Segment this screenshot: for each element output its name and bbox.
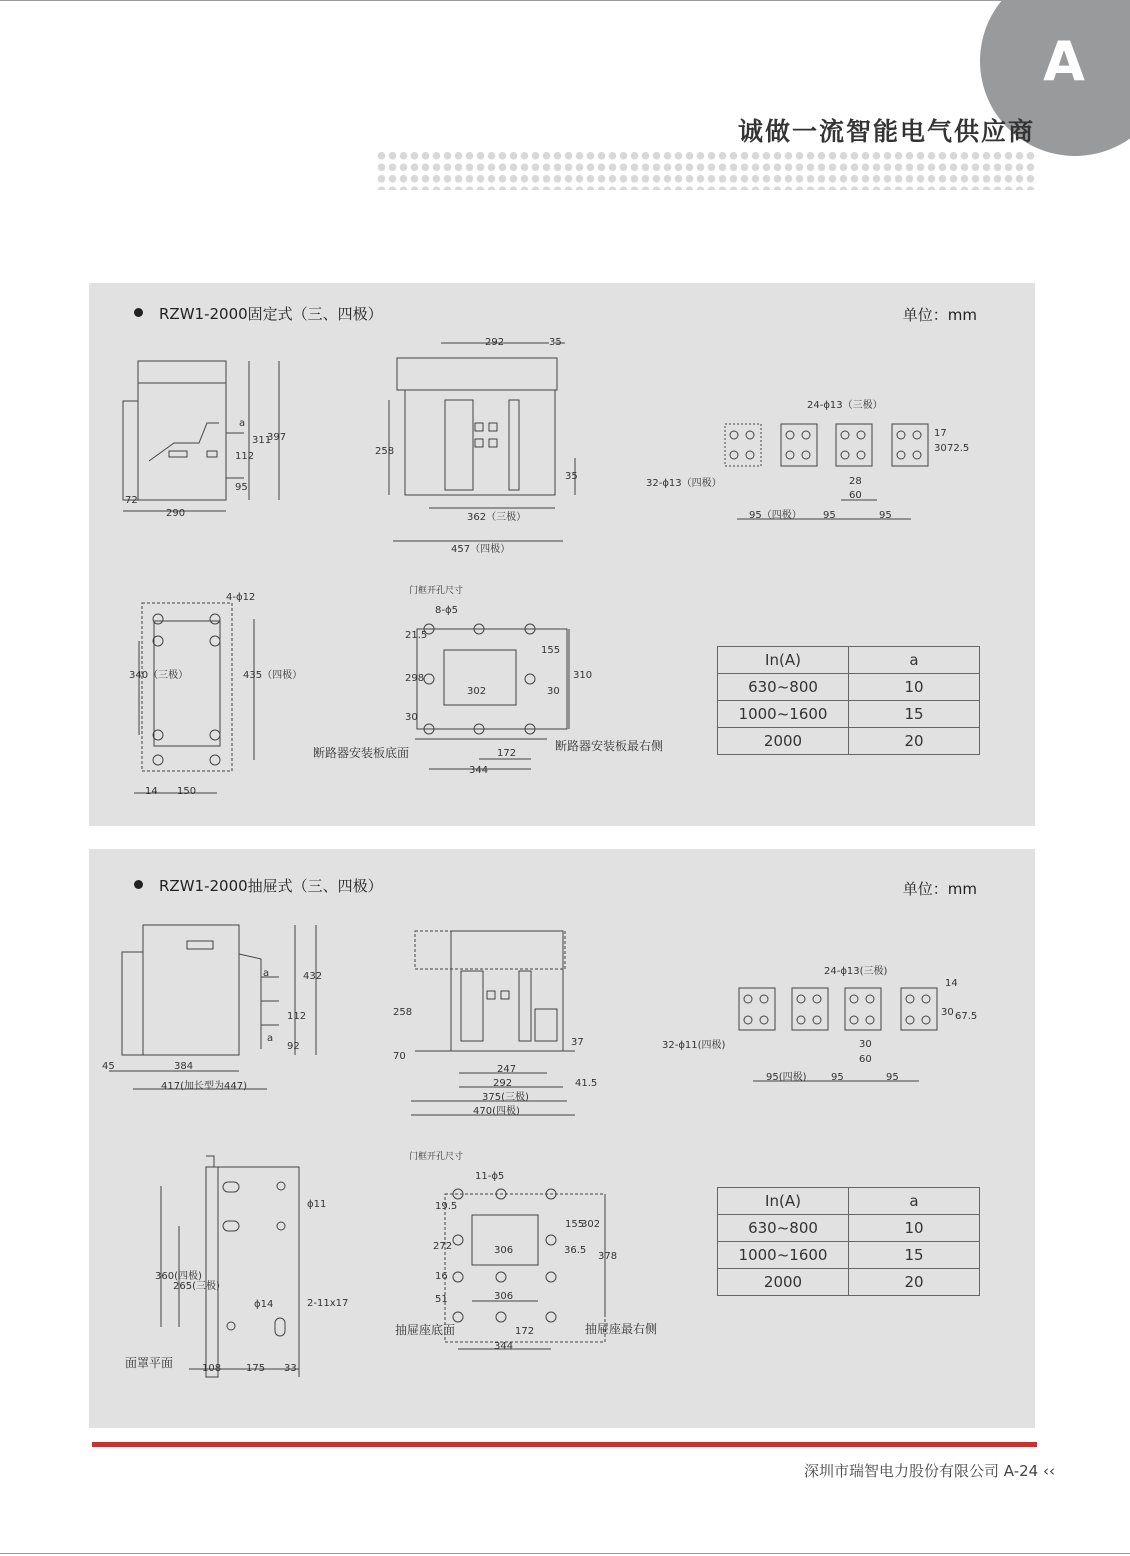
- dim-95a: 95: [823, 510, 836, 521]
- dim-16: 16: [435, 1271, 448, 1282]
- dim-36-5: 36.5: [564, 1245, 587, 1256]
- dim-a: a: [239, 418, 246, 429]
- dim-35b: 35: [565, 471, 578, 482]
- dim-30: 30: [934, 443, 947, 454]
- door-holes: 11-ϕ5: [475, 1171, 505, 1182]
- dim-95: 95: [235, 482, 248, 493]
- dim-14: 14: [945, 978, 958, 989]
- table-header-cell: In(A): [718, 1188, 849, 1215]
- dim-41-5: 41.5: [575, 1078, 598, 1089]
- dim-375: 375(三极): [482, 1092, 529, 1103]
- dim-265: 265(三极): [173, 1281, 220, 1292]
- dim-470: 470(四极): [473, 1106, 520, 1117]
- dim-340: 340（三极）: [129, 670, 189, 681]
- door-cutout-drawing: [445, 1189, 605, 1349]
- table-header-cell: a: [849, 647, 980, 674]
- dim-378: 378: [598, 1251, 618, 1262]
- footer-red-bar: [92, 1442, 1037, 1447]
- dim-30b: 30: [859, 1039, 872, 1050]
- page-number: A-24 ‹‹: [1003, 1462, 1055, 1480]
- dim-a1: a: [263, 968, 270, 979]
- panel-fixed-type: [89, 283, 1035, 826]
- dim-60: 60: [859, 1054, 872, 1065]
- mount-holes: 4-ϕ12: [226, 592, 256, 603]
- panel-drawout-type: [89, 849, 1035, 1428]
- dim-92: 92: [287, 1041, 300, 1052]
- dim-19-5: 19.5: [435, 1201, 458, 1212]
- dim-155: 155: [541, 645, 561, 656]
- company-name: 深圳市瑞智电力股份有限公司: [804, 1462, 1000, 1480]
- label-plate-bottom: 断路器安装板底面: [313, 746, 410, 760]
- current-table: [717, 646, 980, 755]
- side-view-drawing: [109, 925, 316, 1089]
- panel-title-text: RZW1-2000抽屉式（三、四极）: [159, 877, 383, 895]
- current-table: [717, 1187, 980, 1296]
- dim-298: 298: [405, 673, 425, 684]
- label-drawer-bottom: 抽屉座底面: [395, 1323, 456, 1337]
- dim-phi14: ϕ14: [254, 1299, 274, 1310]
- dim-112: 112: [235, 451, 255, 462]
- dim-72-5: 72.5: [947, 443, 970, 454]
- door-cutout-title: 门框开孔尺寸: [409, 586, 464, 596]
- dim-14: 14: [145, 786, 158, 797]
- table-cell: 10: [849, 674, 980, 701]
- drawout-drawings: [89, 849, 1035, 1428]
- table-cell: 15: [849, 1242, 980, 1269]
- label-plate-right: 断路器安装板最右侧: [555, 739, 664, 753]
- dim-70: 70: [393, 1051, 406, 1062]
- table-cell: 630~800: [718, 674, 849, 701]
- dim-a2: a: [267, 1033, 274, 1044]
- dim-417: 417(加长型为447): [161, 1081, 247, 1092]
- dim-247: 247: [497, 1064, 517, 1075]
- table-row: [718, 701, 980, 728]
- table-cell: 20: [849, 1269, 980, 1296]
- label-drawer-right: 抽屉座最右侧: [585, 1322, 658, 1336]
- footer: [690, 1460, 1055, 1481]
- table-cell: 1000~1600: [718, 1242, 849, 1269]
- dim-172: 172: [515, 1326, 535, 1337]
- dim-21-5: 21.5: [405, 630, 428, 641]
- table-header-cell: In(A): [718, 647, 849, 674]
- dim-172: 172: [497, 748, 517, 759]
- table-cell: 1000~1600: [718, 701, 849, 728]
- dim-95-4p: 95(四极): [766, 1072, 807, 1083]
- unit-label: 单位：mm: [902, 880, 977, 898]
- top-rule: [0, 0, 1130, 1]
- mount-holes-drawing: [134, 603, 254, 793]
- dim-155: 155: [565, 1219, 585, 1230]
- dim-457: 457（四极）: [451, 544, 511, 555]
- section-letter: A: [1043, 30, 1085, 93]
- table-row: [718, 1215, 980, 1242]
- slots: 2-11x17: [307, 1298, 349, 1309]
- dim-30a: 30: [547, 686, 560, 697]
- dim-95b: 95: [879, 510, 892, 521]
- dim-51: 51: [435, 1294, 448, 1305]
- table-header-row: [718, 1188, 980, 1215]
- dim-258: 258: [375, 446, 395, 457]
- dim-30b: 30: [405, 712, 418, 723]
- table-row: [718, 1269, 980, 1296]
- dim-397: 397: [267, 432, 287, 443]
- door-holes: 8-ϕ5: [435, 605, 458, 616]
- dim-360: 360(四极): [155, 1271, 202, 1282]
- dim-112: 112: [287, 1011, 307, 1022]
- dim-384: 384: [174, 1061, 194, 1072]
- table-cell: 20: [849, 728, 980, 755]
- bottom-rule: [0, 1553, 1130, 1554]
- dim-432: 432: [303, 971, 323, 982]
- dim-30: 30: [941, 1007, 954, 1018]
- dim-302: 302: [581, 1219, 601, 1230]
- dim-344: 344: [494, 1341, 514, 1352]
- holes-32: 32-ϕ13（四极）: [646, 478, 722, 489]
- dim-311: 311: [252, 435, 272, 446]
- table-cell: 630~800: [718, 1215, 849, 1242]
- dim-108: 108: [202, 1363, 222, 1374]
- table-row: [718, 1242, 980, 1269]
- dim-37: 37: [571, 1037, 584, 1048]
- table-row: [718, 728, 980, 755]
- dim-95b: 95: [886, 1072, 899, 1083]
- unit-label: 单位：mm: [902, 306, 977, 324]
- dim-362: 362（三极）: [467, 512, 527, 523]
- dim-306b: 306: [494, 1291, 514, 1302]
- holes-24: 24-ϕ13(三极): [824, 966, 888, 977]
- dim-435: 435（四极）: [243, 670, 303, 681]
- table-cell: 2000: [718, 1269, 849, 1296]
- dim-45: 45: [102, 1061, 115, 1072]
- table-cell: 2000: [718, 728, 849, 755]
- dim-phi11: ϕ11: [307, 1199, 327, 1210]
- dim-33: 33: [284, 1363, 297, 1374]
- holes-32: 32-ϕ11(四极): [662, 1040, 726, 1051]
- dim-310: 310: [573, 670, 593, 681]
- table-header-row: [718, 647, 980, 674]
- dim-292: 292: [485, 337, 505, 348]
- dot-pattern: [376, 150, 1036, 190]
- terminal-layout-drawing: [739, 988, 937, 1081]
- dim-17: 17: [934, 428, 947, 439]
- label-face-plane: 面罩平面: [125, 1356, 174, 1370]
- dim-292: 292: [493, 1078, 513, 1089]
- dim-28: 28: [849, 476, 862, 487]
- panel-title-text: RZW1-2000固定式（三、四极）: [159, 305, 383, 323]
- slogan: 诚做一流智能电气供应商: [737, 117, 1035, 146]
- dim-72: 72: [125, 495, 138, 506]
- dim-35a: 35: [549, 337, 562, 348]
- table-header-cell: a: [849, 1188, 980, 1215]
- dim-67-5: 67.5: [955, 1011, 978, 1022]
- table-cell: 10: [849, 1215, 980, 1242]
- dim-272: 272: [433, 1241, 453, 1252]
- holes-24: 24-ϕ13（三极）: [807, 400, 883, 411]
- terminal-layout-drawing: [725, 424, 928, 519]
- table-cell: 15: [849, 701, 980, 728]
- table-row: [718, 674, 980, 701]
- mount-view-drawing: [161, 1156, 299, 1377]
- dim-290: 290: [166, 508, 186, 519]
- dim-95a: 95: [831, 1072, 844, 1083]
- door-cutout-title: 门框开孔尺寸: [409, 1152, 464, 1162]
- dim-95-4p: 95（四极）: [749, 510, 802, 521]
- dim-302: 302: [467, 686, 487, 697]
- dim-344: 344: [469, 765, 489, 776]
- dim-175: 175: [246, 1363, 266, 1374]
- dim-306a: 306: [494, 1245, 514, 1256]
- dim-60: 60: [849, 490, 862, 501]
- dim-150: 150: [177, 786, 197, 797]
- dim-258: 258: [393, 1007, 413, 1018]
